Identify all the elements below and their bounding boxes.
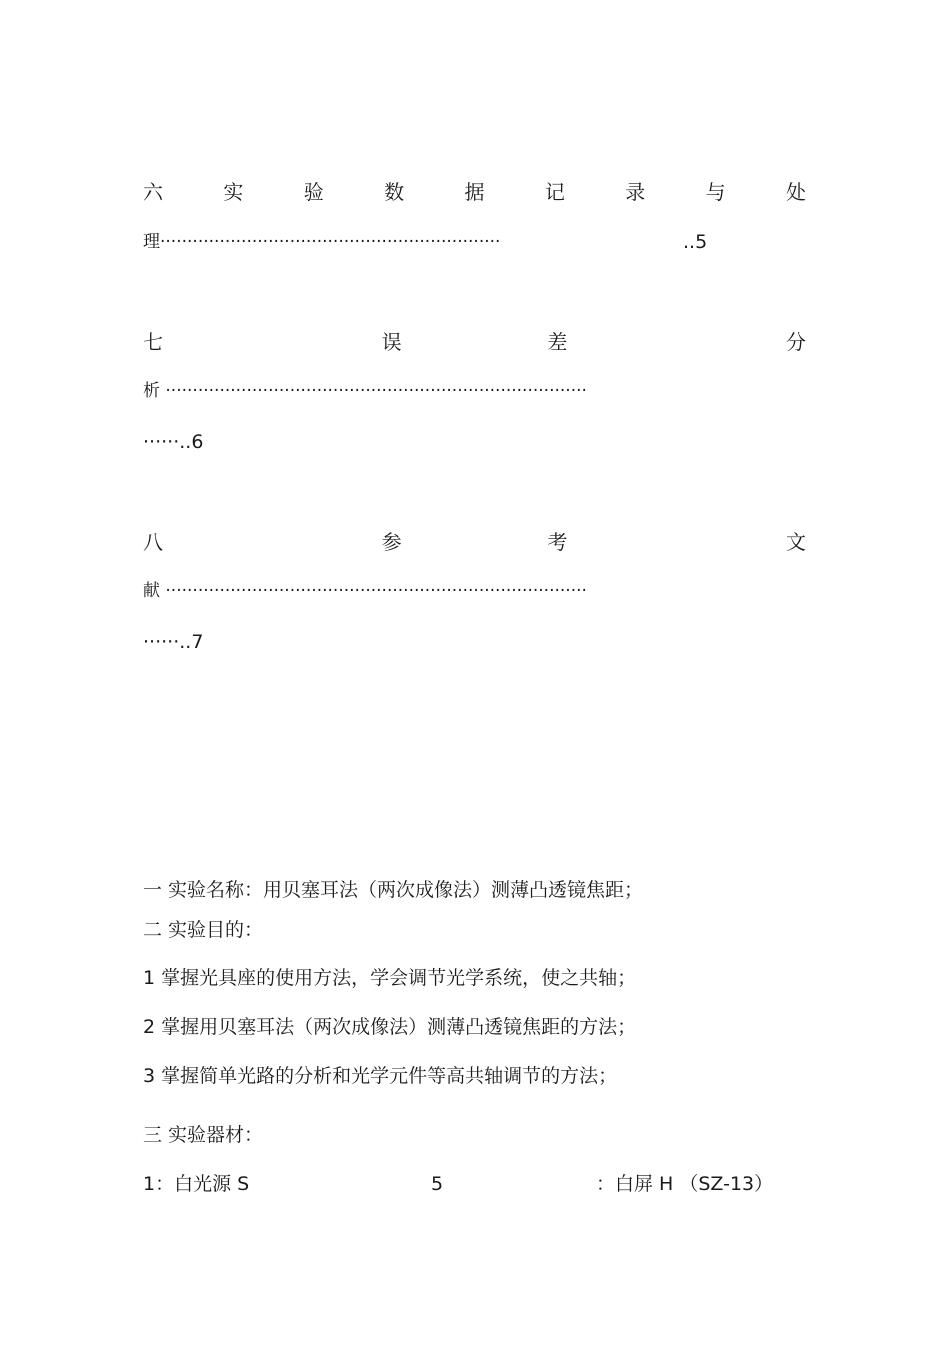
toc-char: 六 — [143, 180, 163, 204]
experiment-goals-heading: 二 实验目的： — [143, 919, 264, 941]
toc-char: 数 — [384, 180, 405, 204]
goal-item-2: 2 掌握用贝塞耳法（两次成像法）测薄凸透镜焦距的方法； — [143, 1016, 637, 1038]
toc-char: 八 — [143, 530, 163, 554]
toc-entry-6-leader: 理······························································· — [143, 232, 501, 252]
toc-char: 实 — [223, 180, 244, 204]
equipment-item-5: ：白屏 H （SZ-13） — [596, 1173, 774, 1195]
toc-char: 录 — [625, 180, 646, 204]
toc-entry-6-page: ..5 — [683, 231, 708, 253]
toc-char: 误 — [381, 330, 402, 354]
equipment-heading: 三 实验器材： — [143, 1124, 264, 1146]
toc-entry-7-heading — [143, 330, 806, 354]
toc-entry-8-heading — [143, 530, 806, 554]
toc-entry-6-heading — [143, 180, 806, 204]
toc-entry-7-page: ······..6 — [143, 431, 204, 453]
equipment-item-1: 1：白光源 S — [143, 1173, 250, 1195]
toc-char: 文 — [786, 530, 806, 554]
toc-char: 记 — [544, 180, 565, 204]
equipment-item-5-number: 5 — [431, 1173, 444, 1195]
toc-char: 差 — [547, 330, 568, 354]
toc-char: 考 — [547, 530, 568, 554]
toc-char: 参 — [381, 530, 402, 554]
toc-char: 七 — [143, 330, 163, 354]
goal-item-1: 1 掌握光具座的使用方法，学会调节光学系统，使之共轴； — [143, 967, 637, 989]
experiment-name: 一 实验名称：用贝塞耳法（两次成像法）测薄凸透镜焦距； — [143, 879, 644, 901]
toc-entry-8-leader: 献 ·············································································· — [143, 581, 587, 601]
toc-char: 据 — [464, 180, 485, 204]
goal-item-3: 3 掌握简单光路的分析和光学元件等高共轴调节的方法； — [143, 1065, 618, 1087]
toc-entry-8-page: ······..7 — [143, 631, 204, 653]
toc-char: 验 — [303, 180, 324, 204]
toc-char: 与 — [705, 180, 726, 204]
toc-entry-7-leader: 析 ·············································································· — [143, 381, 587, 401]
toc-char: 分 — [786, 330, 806, 354]
toc-char: 处 — [786, 180, 806, 204]
